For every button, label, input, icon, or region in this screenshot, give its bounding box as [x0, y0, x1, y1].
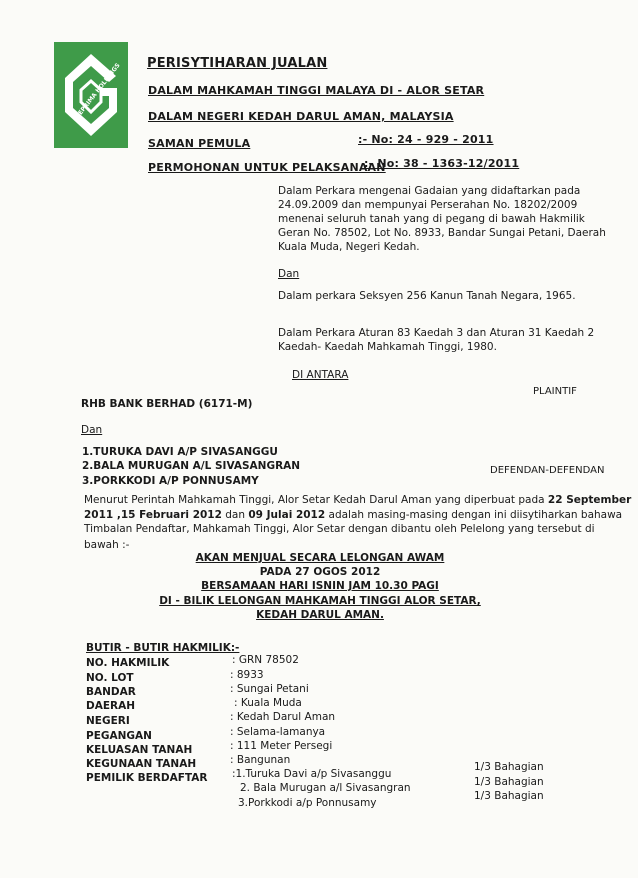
- matter-1-line-5: Kuala Muda, Negeri Kedah.: [278, 241, 420, 253]
- detail-value-keluasan: : 111 Meter Persegi: [230, 740, 333, 752]
- order-and: dan: [221, 509, 249, 521]
- summons-label: SAMAN PEMULA: [148, 137, 251, 150]
- detail-label-hakmilik: NO. HAKMILIK: [86, 657, 170, 669]
- title-details-heading: BUTIR - BUTIR HAKMILIK:-: [86, 642, 240, 654]
- order-line-3: Timbalan Pendaftar, Mahkamah Tinggi, Alor Setar dengan dibantu oleh Pelelong yang tersebut di: [84, 523, 595, 535]
- detail-value-daerah: : Kuala Muda: [234, 697, 302, 709]
- defendant-1: 1.TURUKA DAVI A/P SIVASANGGU: [82, 446, 278, 458]
- auction-line-1: AKAN MENJUAL SECARA LELONGAN AWAM: [195, 552, 445, 564]
- defendant-role: DEFENDAN-DEFENDAN: [490, 465, 605, 476]
- auction-line-4: DI - BILIK LELONGAN MAHKAMAH TINGGI ALOR SETAR,: [159, 595, 481, 607]
- detail-value-owner-3: 3.Porkkodi a/p Ponnusamy: [238, 797, 377, 809]
- order-date-1: 22 September: [547, 494, 632, 506]
- court-line: DALAM MAHKAMAH TINGGI MALAYA DI - ALOR SETAR: [148, 84, 485, 97]
- application-label: PERMOHONAN UNTUK PELAKSANAAN: [148, 161, 386, 174]
- matter-1-line-4: Geran No. 78502, Lot No. 8933, Bandar Sungai Petani, Daerah: [278, 227, 606, 239]
- plaintiff-name: RHB BANK BERHAD (6171-M): [81, 398, 253, 410]
- summons-number: :- No: 24 - 929 - 2011: [358, 133, 494, 146]
- detail-value-negeri: : Kedah Darul Aman: [230, 711, 336, 723]
- dan-connector-1: Dan: [278, 268, 300, 280]
- detail-label-kegunaan: KEGUNAAN TANAH: [86, 758, 197, 770]
- detail-value-bandar: : Sungai Petani: [230, 683, 309, 695]
- detail-value-owner-2: 2. Bala Murugan a/l Sivasangran: [240, 782, 411, 794]
- detail-label-negeri: NEGERI: [86, 715, 130, 727]
- application-number: :- No: 38 - 1363-12/2011: [364, 157, 520, 170]
- detail-label-bandar: BANDAR: [86, 686, 136, 698]
- detail-label-pemilik: PEMILIK BERDAFTAR: [86, 772, 208, 784]
- defendant-3: 3.PORKKODI A/P PONNUSAMY: [82, 475, 259, 487]
- matter-1-line-1: Dalam Perkara mengenai Gadaian yang didaftarkan pada: [278, 185, 581, 197]
- matter-2: Dalam perkara Seksyen 256 Kanun Tanah Negara, 1965.: [278, 290, 576, 302]
- detail-label-pegangan: PEGANGAN: [86, 730, 152, 742]
- auction-line-2: PADA 27 OGOS 2012: [259, 566, 381, 578]
- order-line-1-text: Menurut Perintah Mahkamah Tinggi, Alor Setar Kedah Darul Aman yang diperbuat pada: [84, 494, 548, 506]
- detail-label-daerah: DAERAH: [86, 700, 136, 712]
- detail-label-keluasan: KELUASAN TANAH: [86, 744, 193, 756]
- order-line-2-text: adalah masing-masing dengan ini diisytiharkan bahawa: [325, 509, 623, 521]
- order-line-4: bawah :-: [84, 539, 130, 551]
- dan-connector-2: Dan: [81, 424, 103, 436]
- state-line: DALAM NEGERI KEDAH DARUL AMAN, MALAYSIA: [148, 110, 454, 123]
- detail-value-lot: : 8933: [230, 669, 264, 681]
- plaintiff-role: PLAINTIF: [533, 386, 577, 397]
- order-line-1: [84, 493, 631, 507]
- order-line-2: [84, 508, 622, 522]
- detail-value-pegangan: : Selama-lamanya: [230, 726, 326, 738]
- share-owner-2: 1/3 Bahagian: [474, 776, 544, 788]
- share-owner-3: 1/3 Bahagian: [474, 790, 544, 802]
- logo-text: DEPRIMA HOLDINGS: [74, 62, 122, 121]
- auction-line-5: KEDAH DARUL AMAN.: [256, 609, 384, 621]
- order-date-3: 09 Julai 2012: [248, 509, 326, 521]
- defendant-2: 2.BALA MURUGAN A/L SIVASANGRAN: [82, 460, 301, 472]
- detail-value-hakmilik: : GRN 78502: [232, 654, 299, 666]
- matter-3-line-1: Dalam Perkara Aturan 83 Kaedah 3 dan Aturan 31 Kaedah 2: [278, 327, 595, 339]
- order-date-2: 2011 ,15 Februari 2012: [84, 509, 222, 521]
- detail-value-kegunaan: : Bangunan: [230, 754, 291, 766]
- detail-label-lot: NO. LOT: [86, 672, 134, 684]
- between-heading: DI ANTARA: [292, 369, 349, 381]
- share-owner-1: 1/3 Bahagian: [474, 761, 544, 773]
- document-title: PERISYTIHARAN JUALAN: [147, 56, 328, 71]
- auction-line-3: BERSAMAAN HARI ISNIN JAM 10.30 PAGI: [201, 580, 439, 592]
- matter-1-line-3: menenai seluruh tanah yang di pegang di bawah Hakmilik: [278, 213, 585, 225]
- company-logo: [54, 42, 128, 148]
- matter-3-line-2: Kaedah- Kaedah Mahkamah Tinggi, 1980.: [278, 341, 497, 353]
- matter-1-line-2: 24.09.2009 dan mempunyai Perserahan No. 18202/2009: [278, 199, 578, 211]
- detail-value-owner-1: :1.Turuka Davi a/p Sivasanggu: [232, 768, 392, 780]
